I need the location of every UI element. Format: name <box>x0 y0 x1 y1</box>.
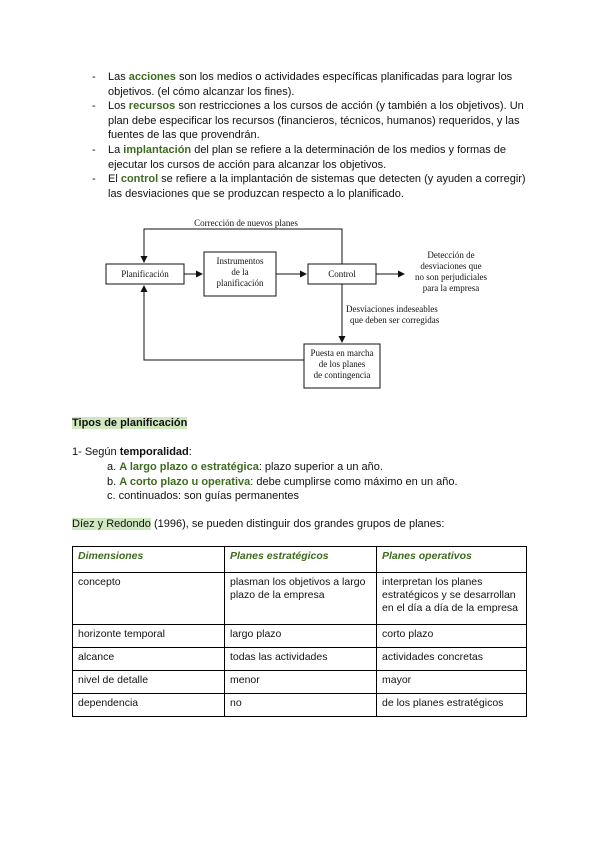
feedback-bottom-arrow <box>144 286 304 360</box>
table-row <box>73 573 527 625</box>
header-dimensiones: Dimensiones <box>73 547 225 573</box>
table-row <box>73 671 527 694</box>
intro-paragraph: Díez y Redondo (1996), se pueden distinguir dos grandes grupos de planes: <box>72 518 445 530</box>
instrumentos-line-3: planificación <box>216 278 264 288</box>
instrumentos-line-2: de la <box>231 267 249 277</box>
table-header-row <box>73 547 527 573</box>
header-estrategicos: Planes estratégicos <box>225 547 377 573</box>
table-row <box>73 648 527 671</box>
table-cell: actividades concretas <box>377 648 527 671</box>
deteccion-line-4: para la empresa <box>422 283 480 293</box>
table-cell: plasman los objetivos a largo plazo de la empresa <box>225 573 377 625</box>
deteccion-line-2: desviaciones que <box>420 261 482 271</box>
list-item: a. A largo plazo o estratégica: plazo superior a un año. <box>107 461 383 473</box>
list-item: c. continuados: son guías permanentes <box>107 490 300 503</box>
table-cell: menor <box>225 671 377 694</box>
section-title: Tipos de planificación <box>72 417 188 429</box>
table-cell: concepto <box>73 573 225 625</box>
planning-diagram <box>96 212 516 398</box>
puesta-line-3: de contingencia <box>313 370 371 380</box>
subheading-temporalidad: 1- Según temporalidad: <box>72 446 192 458</box>
puesta-line-2: de los planes <box>318 359 366 369</box>
desviaciones-line-1: Desviaciones indeseables <box>346 304 438 314</box>
bullet-recursos: - Los recursos son restricciones a los cursos de acción (y también a los objetivos). Un plan debe especificar los recursos (financieros, técnicos, humanos) requeridos, y las fuentes de las que provendrán. <box>92 100 524 142</box>
table-cell: interpretan los planes estratégicos y se desarrollan en el día a día de la empresa <box>377 573 527 625</box>
table-cell: horizonte temporal <box>73 625 225 648</box>
table-cell: dependencia <box>73 694 225 717</box>
deteccion-line-3: no son perjudiciales <box>415 272 487 282</box>
table-row <box>73 694 527 717</box>
bullet-list <box>92 70 532 201</box>
bullet-implantacion: - La implantación del plan se refiere a la determinación de los medios y formas de ejecutar los cursos de acción para alcanzar los objetivos. <box>92 143 507 171</box>
list-item: b. A corto plazo u operativa: debe cumplirse como máximo en un año. <box>107 475 458 488</box>
table-cell: no <box>225 694 377 717</box>
table-cell: todas las actividades <box>225 648 377 671</box>
header-operativos: Planes operativos <box>377 547 527 573</box>
feedback-top-label: Corrección de nuevos planes <box>194 218 298 228</box>
table-cell: de los planes estratégicos <box>377 694 527 717</box>
instrumentos-line-1: Instrumentos <box>216 256 264 266</box>
temporal-types-list <box>107 460 458 504</box>
table-cell: mayor <box>377 671 527 694</box>
table-cell: largo plazo <box>225 625 377 648</box>
bullet-control: - El control se refiere a la implantación de sistemas que detecten (y ayuden a corregir) las desviaciones que se produzcan respecto a lo planificado. <box>92 173 526 200</box>
desviaciones-line-2: que deben ser corregidas <box>350 315 440 325</box>
deteccion-line-1: Detección de <box>427 250 475 260</box>
table-cell: nivel de detalle <box>73 671 225 694</box>
plans-table <box>72 546 527 717</box>
table-row <box>73 625 527 648</box>
control-label: Control <box>328 269 356 279</box>
bullet-acciones: - Las acciones son los medios o actividades específicas planificadas para lograr los objetivos. (el cómo alcanzar los fines). <box>92 71 513 98</box>
puesta-line-1: Puesta en marcha <box>310 348 374 358</box>
planificacion-label: Planificación <box>121 269 169 279</box>
table-cell: alcance <box>73 648 225 671</box>
table-cell: corto plazo <box>377 625 527 648</box>
